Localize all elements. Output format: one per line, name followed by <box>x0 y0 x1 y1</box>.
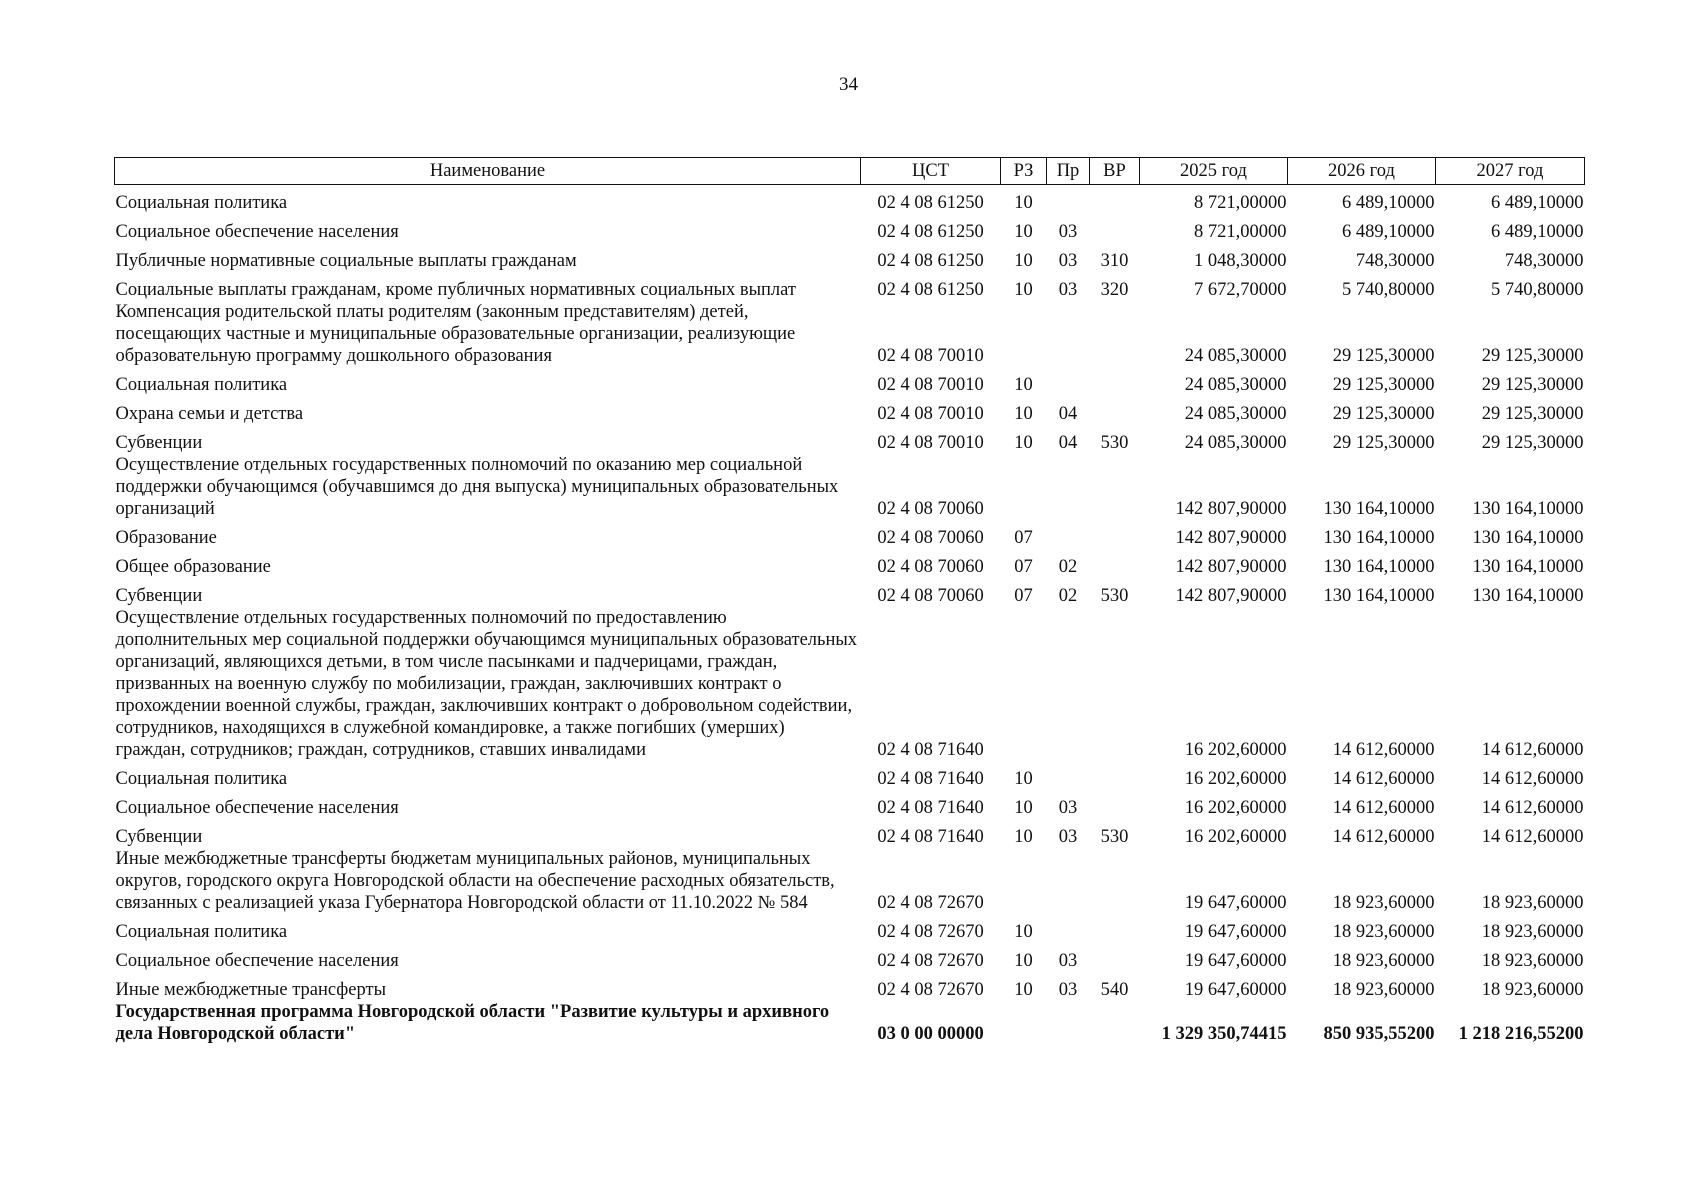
row-amount-2025: 142 807,90000 <box>1175 586 1287 606</box>
row-rz: 10 <box>1014 193 1033 213</box>
row-cst: 02 4 08 70010 <box>877 404 984 424</box>
row-amount-2027: 18 923,60000 <box>1481 893 1584 913</box>
row-pr: 04 <box>1058 433 1078 453</box>
header-2027: 2027 год <box>1436 158 1585 185</box>
row-amount-2027: 130 164,10000 <box>1472 557 1584 577</box>
row-amount-2026: 18 923,60000 <box>1332 951 1435 971</box>
row-amount-2026: 29 125,30000 <box>1332 346 1435 366</box>
row-cst: 02 4 08 70010 <box>877 433 984 453</box>
table-row <box>115 396 1585 425</box>
row-amount-2025: 16 202,60000 <box>1184 740 1287 760</box>
row-amount-2026: 29 125,30000 <box>1332 404 1435 424</box>
table-row <box>115 578 1585 607</box>
row-amount-2025: 16 202,60000 <box>1184 769 1287 789</box>
row-amount-2027: 29 125,30000 <box>1481 404 1584 424</box>
row-amount-2026: 29 125,30000 <box>1332 375 1435 395</box>
row-amount-2027: 6 489,10000 <box>1491 222 1584 242</box>
row-amount-2025: 8 721,00000 <box>1194 193 1287 213</box>
row-name: Охрана семьи и детства <box>115 404 304 424</box>
row-rz: 10 <box>1014 798 1033 818</box>
row-amount-2025: 16 202,60000 <box>1184 798 1287 818</box>
budget-table <box>114 157 1585 1045</box>
row-amount-2026: 18 923,60000 <box>1332 922 1435 942</box>
row-amount-2026: 6 489,10000 <box>1342 222 1435 242</box>
row-amount-2025: 142 807,90000 <box>1175 499 1287 519</box>
row-cst: 02 4 08 71640 <box>877 827 984 847</box>
row-name: Социальная политика <box>115 922 288 942</box>
row-amount-2027: 14 612,60000 <box>1481 769 1584 789</box>
row-amount-2026: 748,30000 <box>1355 251 1435 271</box>
row-rz: 10 <box>1014 251 1033 271</box>
header-cst: ЦСТ <box>861 158 1001 185</box>
row-cst: 02 4 08 61250 <box>877 280 984 300</box>
row-name: Социальная политика <box>115 375 288 395</box>
table-row <box>115 943 1585 972</box>
row-pr <box>1047 185 1090 215</box>
row-amount-2026: 14 612,60000 <box>1332 769 1435 789</box>
row-vr: 540 <box>1100 980 1129 1000</box>
row-rz <box>1001 607 1047 761</box>
row-cst: 02 4 08 70060 <box>877 557 984 577</box>
row-name: Иные межбюджетные трансферты бюджетам муниципальных районов, муниципальных округов, городского округа Новгородской области на обеспечение расходных обязательств, связанных с реализацией указа Губернатора Новгородской области от 11.10.2022 № 584 <box>115 849 835 913</box>
row-cst: 02 4 08 72670 <box>877 922 984 942</box>
table-row <box>115 301 1585 367</box>
row-vr <box>1090 848 1140 914</box>
table-row <box>115 819 1585 848</box>
row-amount-2025: 24 085,30000 <box>1184 433 1287 453</box>
row-rz: 10 <box>1014 827 1033 847</box>
row-name: Социальное обеспечение населения <box>115 951 399 971</box>
row-amount-2025: 24 085,30000 <box>1184 404 1287 424</box>
row-pr <box>1047 848 1090 914</box>
row-cst: 02 4 08 70060 <box>877 499 984 519</box>
table-row <box>115 272 1585 301</box>
row-amount-2027: 18 923,60000 <box>1481 980 1584 1000</box>
row-amount-2025: 24 085,30000 <box>1184 375 1287 395</box>
row-vr <box>1090 914 1140 943</box>
row-name: Осуществление отдельных государственных полномочий по оказанию мер социальной поддержки обучающимся (обучавшимся до дня выпуска) муниципальных образовательных организаций <box>115 455 839 519</box>
row-name: Компенсация родительской платы родителям (законным представителям) детей, посещающих частные и муниципальные образовательные организации, реализующие образовательную программу дошкольного образования <box>115 302 796 366</box>
row-rz: 07 <box>1014 586 1033 606</box>
row-cst: 02 4 08 70010 <box>877 346 984 366</box>
header-name: Наименование <box>115 158 861 185</box>
row-name: Субвенции <box>115 433 203 453</box>
row-vr <box>1090 607 1140 761</box>
row-amount-2026: 130 164,10000 <box>1323 586 1435 606</box>
row-rz: 10 <box>1014 951 1033 971</box>
table-body <box>115 185 1585 1046</box>
row-cst: 02 4 08 72670 <box>877 951 984 971</box>
row-rz: 10 <box>1014 404 1033 424</box>
row-vr <box>1090 367 1140 396</box>
row-name: Субвенции <box>115 827 203 847</box>
row-cst: 02 4 08 70060 <box>877 586 984 606</box>
row-amount-2027: 29 125,30000 <box>1481 433 1584 453</box>
row-amount-2025: 7 672,70000 <box>1194 280 1287 300</box>
row-pr: 03 <box>1058 798 1078 818</box>
table-row <box>115 214 1585 243</box>
table-row <box>115 914 1585 943</box>
row-pr: 03 <box>1058 222 1078 242</box>
row-vr <box>1090 396 1140 425</box>
row-name: Социальная политика <box>115 769 288 789</box>
table-row <box>115 454 1585 520</box>
row-amount-2027: 130 164,10000 <box>1472 528 1584 548</box>
row-vr: 530 <box>1100 433 1129 453</box>
row-amount-2025: 142 807,90000 <box>1175 557 1287 577</box>
row-amount-2027: 5 740,80000 <box>1491 280 1584 300</box>
row-vr: 530 <box>1100 586 1129 606</box>
table-row <box>115 607 1585 761</box>
row-amount-2026: 14 612,60000 <box>1332 798 1435 818</box>
table-row <box>115 243 1585 272</box>
row-cst: 02 4 08 61250 <box>877 193 984 213</box>
row-rz <box>1001 848 1047 914</box>
row-amount-2026: 5 740,80000 <box>1342 280 1435 300</box>
row-rz: 10 <box>1014 980 1033 1000</box>
row-pr: 03 <box>1058 280 1078 300</box>
row-name: Осуществление отдельных государственных полномочий по предоставлению дополнительных мер социальной поддержки обучающимся муниципальных образовательных организаций, являющихся детьми, в том числе пасынками и падчерицами, граждан, призванных на военную службу по мобилизации, граждан, заключивших контракт о прохождении военной службы, граждан, заключивших контракт о добровольном содействии, сотрудников, находящихся в служебной командировке, а также погибших (умерших) граждан, сотрудников; граждан, сотрудников, ставших инвалидами <box>115 608 858 760</box>
row-amount-2025: 16 202,60000 <box>1184 827 1287 847</box>
row-vr <box>1090 549 1140 578</box>
table-row <box>115 1001 1585 1045</box>
row-rz: 10 <box>1014 922 1033 942</box>
row-cst: 02 4 08 70060 <box>877 528 984 548</box>
row-amount-2025: 19 647,60000 <box>1184 980 1287 1000</box>
row-pr <box>1047 520 1090 549</box>
row-cst: 02 4 08 72670 <box>877 980 984 1000</box>
row-name: Образование <box>115 528 217 548</box>
table-row <box>115 549 1585 578</box>
row-pr <box>1047 761 1090 790</box>
row-cst: 02 4 08 71640 <box>877 740 984 760</box>
row-amount-2025: 24 085,30000 <box>1184 346 1287 366</box>
row-name: Субвенции <box>115 586 203 606</box>
row-name: Общее образование <box>115 557 271 577</box>
row-vr <box>1090 454 1140 520</box>
row-cst: 02 4 08 61250 <box>877 222 984 242</box>
row-pr: 02 <box>1058 586 1078 606</box>
row-pr: 03 <box>1058 251 1078 271</box>
table-header <box>115 158 1585 185</box>
row-amount-2025: 19 647,60000 <box>1184 922 1287 942</box>
row-rz: 10 <box>1014 433 1033 453</box>
row-pr <box>1047 1001 1090 1045</box>
row-amount-2027: 130 164,10000 <box>1472 586 1584 606</box>
row-amount-2026: 6 489,10000 <box>1342 193 1435 213</box>
row-pr: 04 <box>1058 404 1078 424</box>
row-amount-2025: 1 329 350,74415 <box>1161 1024 1287 1044</box>
row-vr <box>1090 185 1140 215</box>
row-cst: 02 4 08 61250 <box>877 251 984 271</box>
row-amount-2027: 29 125,30000 <box>1481 375 1584 395</box>
row-rz: 10 <box>1014 280 1033 300</box>
row-amount-2026: 130 164,10000 <box>1323 557 1435 577</box>
row-pr <box>1047 367 1090 396</box>
row-vr: 310 <box>1100 251 1129 271</box>
row-pr <box>1047 301 1090 367</box>
header-vr: ВР <box>1090 158 1140 185</box>
row-cst: 02 4 08 71640 <box>877 769 984 789</box>
row-amount-2027: 14 612,60000 <box>1481 798 1584 818</box>
row-amount-2025: 19 647,60000 <box>1184 893 1287 913</box>
row-vr <box>1090 520 1140 549</box>
row-name: Публичные нормативные социальные выплаты гражданам <box>115 251 577 271</box>
row-amount-2027: 14 612,60000 <box>1481 740 1584 760</box>
row-amount-2027: 748,30000 <box>1504 251 1584 271</box>
row-pr <box>1047 607 1090 761</box>
row-vr <box>1090 790 1140 819</box>
row-cst: 02 4 08 72670 <box>877 893 984 913</box>
header-2026: 2026 год <box>1288 158 1436 185</box>
table-row <box>115 185 1585 215</box>
table-row <box>115 425 1585 454</box>
row-vr <box>1090 301 1140 367</box>
page-number: 34 <box>839 74 858 95</box>
row-amount-2027: 130 164,10000 <box>1472 499 1584 519</box>
row-rz <box>1001 454 1047 520</box>
row-amount-2027: 1 218 216,55200 <box>1458 1024 1584 1044</box>
row-amount-2026: 850 935,55200 <box>1323 1024 1435 1044</box>
row-name: Государственная программа Новгородской области "Развитие культуры и архивного дела Новгородской области" <box>115 1002 830 1044</box>
row-pr: 03 <box>1058 980 1078 1000</box>
row-pr: 03 <box>1058 951 1078 971</box>
row-amount-2025: 8 721,00000 <box>1194 222 1287 242</box>
row-amount-2026: 130 164,10000 <box>1323 499 1435 519</box>
row-rz: 07 <box>1014 557 1033 577</box>
header-row <box>115 158 1585 185</box>
row-vr <box>1090 761 1140 790</box>
row-amount-2027: 18 923,60000 <box>1481 922 1584 942</box>
row-pr <box>1047 914 1090 943</box>
row-vr <box>1090 943 1140 972</box>
row-amount-2027: 14 612,60000 <box>1481 827 1584 847</box>
row-pr <box>1047 454 1090 520</box>
row-cst: 02 4 08 70010 <box>877 375 984 395</box>
row-pr: 03 <box>1058 827 1078 847</box>
row-amount-2027: 29 125,30000 <box>1481 346 1584 366</box>
row-amount-2026: 14 612,60000 <box>1332 827 1435 847</box>
row-amount-2027: 18 923,60000 <box>1481 951 1584 971</box>
row-vr: 530 <box>1100 827 1129 847</box>
row-cst: 03 0 00 00000 <box>877 1024 984 1044</box>
row-amount-2026: 130 164,10000 <box>1323 528 1435 548</box>
table-row <box>115 848 1585 914</box>
header-rz: РЗ <box>1001 158 1047 185</box>
row-amount-2026: 18 923,60000 <box>1332 980 1435 1000</box>
row-name: Социальная политика <box>115 193 288 213</box>
row-vr <box>1090 1001 1140 1045</box>
row-name: Социальное обеспечение населения <box>115 798 399 818</box>
row-name: Иные межбюджетные трансферты <box>115 980 387 1000</box>
row-amount-2026: 14 612,60000 <box>1332 740 1435 760</box>
header-pr: Пр <box>1047 158 1090 185</box>
row-rz: 10 <box>1014 375 1033 395</box>
table-row <box>115 761 1585 790</box>
row-name: Социальное обеспечение населения <box>115 222 399 242</box>
table-row <box>115 520 1585 549</box>
row-vr: 320 <box>1100 280 1129 300</box>
table-row <box>115 790 1585 819</box>
row-amount-2027: 6 489,10000 <box>1491 193 1584 213</box>
row-rz: 10 <box>1014 769 1033 789</box>
row-cst: 02 4 08 71640 <box>877 798 984 818</box>
row-pr: 02 <box>1058 557 1078 577</box>
row-amount-2025: 142 807,90000 <box>1175 528 1287 548</box>
row-amount-2026: 18 923,60000 <box>1332 893 1435 913</box>
row-amount-2025: 1 048,30000 <box>1194 251 1287 271</box>
row-name: Социальные выплаты гражданам, кроме публичных нормативных социальных выплат <box>115 280 796 300</box>
row-rz: 07 <box>1014 528 1033 548</box>
header-2025: 2025 год <box>1140 158 1288 185</box>
row-rz <box>1001 301 1047 367</box>
row-rz: 10 <box>1014 222 1033 242</box>
row-amount-2025: 19 647,60000 <box>1184 951 1287 971</box>
row-vr <box>1090 214 1140 243</box>
row-amount-2026: 29 125,30000 <box>1332 433 1435 453</box>
row-rz <box>1001 1001 1047 1045</box>
table-row <box>115 367 1585 396</box>
table-row <box>115 972 1585 1001</box>
